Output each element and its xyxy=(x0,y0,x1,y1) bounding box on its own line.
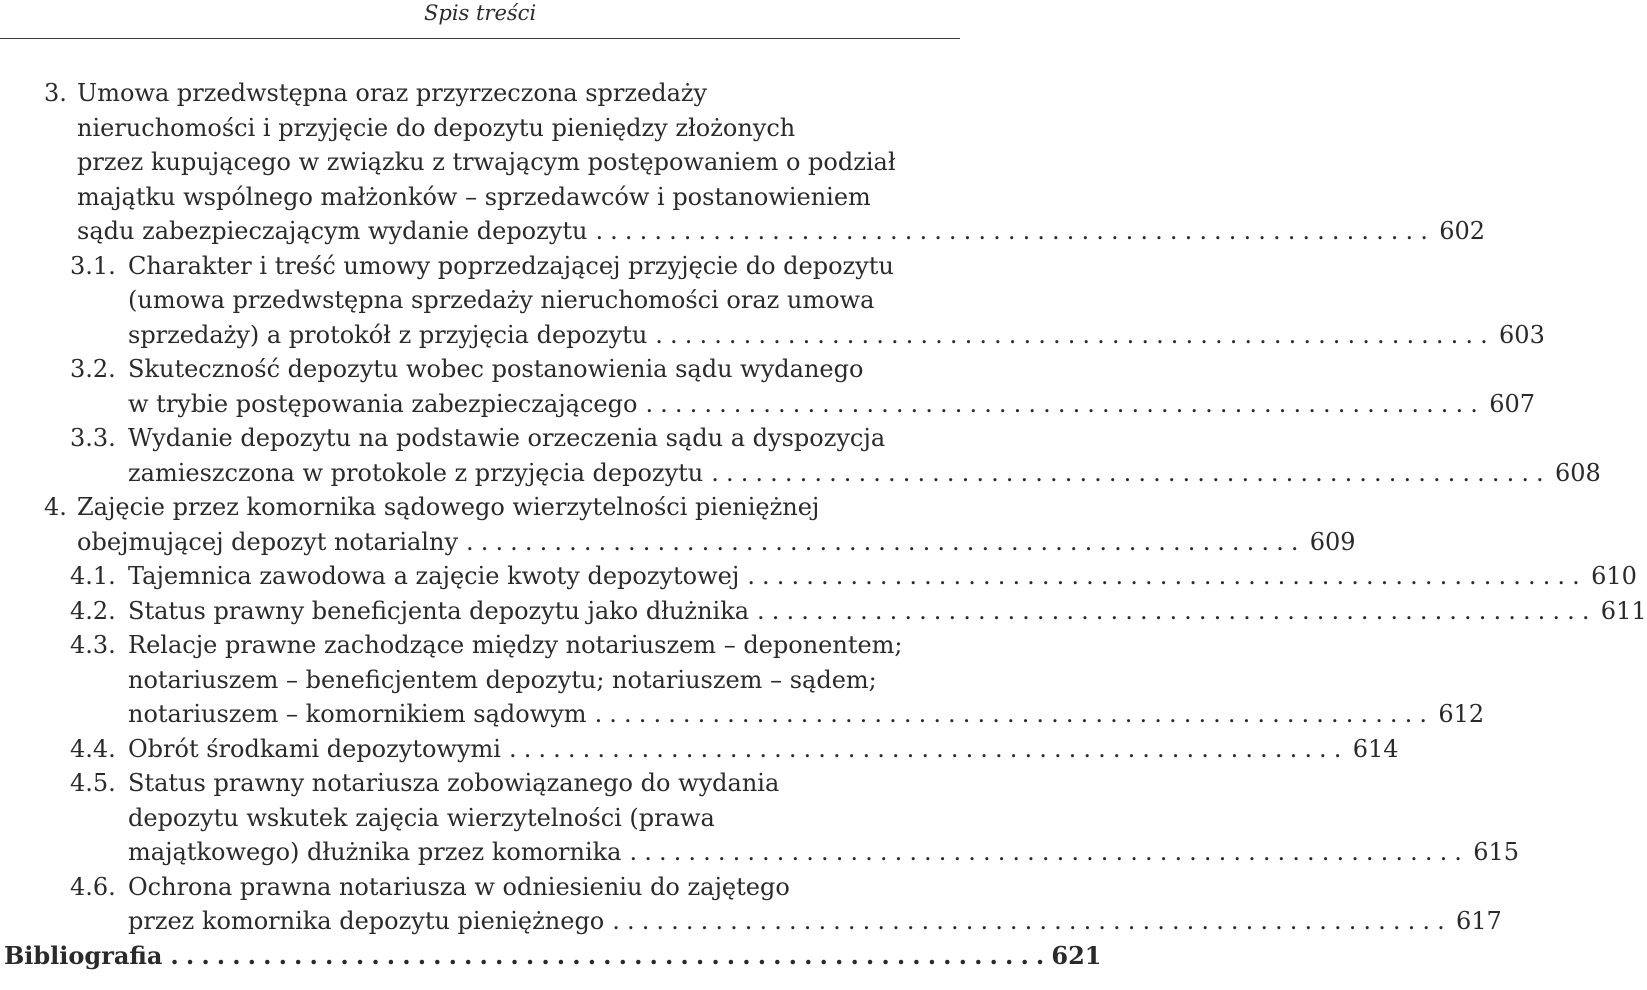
dot-leader: ......................................................... xyxy=(757,596,1597,625)
toc-entry-title: obejmującej depozyt notarialny xyxy=(77,527,458,556)
dot-leader: ......................................................... xyxy=(711,458,1551,487)
toc-entry-title: majątku wspólnego małżonków – sprzedawców i postanowieniem xyxy=(77,182,871,211)
toc-entry-page-number: 621 xyxy=(1051,940,1102,970)
toc-entry-line xyxy=(128,697,1485,732)
toc-entry[interactable] xyxy=(0,939,1102,974)
dot-leader: ......................................................... xyxy=(595,217,1435,245)
toc-entry-line xyxy=(77,180,960,215)
toc-entry-page-number: 615 xyxy=(1473,838,1520,866)
toc-entry-page-number: 608 xyxy=(1554,458,1601,487)
toc-entry-line xyxy=(77,76,960,111)
toc-entry-title: przez kupującego w związku z trwającym postępowaniem o podział xyxy=(77,148,896,176)
toc-entry-number: 3. xyxy=(44,79,67,107)
toc-entry-line xyxy=(128,801,960,836)
toc-entry-number: 4.1. xyxy=(70,562,116,590)
toc-entry-page-number: 610 xyxy=(1591,562,1637,590)
toc-entry-page-number: 617 xyxy=(1456,907,1502,935)
toc-entry-title: w trybie postępowania zabezpieczającego xyxy=(128,389,638,418)
toc-entry[interactable] xyxy=(0,628,1485,732)
dot-leader: ......................................................... xyxy=(594,700,1435,728)
toc-entry[interactable] xyxy=(0,559,1637,594)
toc-entry-title: notariuszem – komornikiem sądowym xyxy=(128,700,587,728)
dot-leader: ......................................................... xyxy=(629,838,1470,866)
toc-entry-page-number: 614 xyxy=(1352,734,1399,763)
toc-entry-line xyxy=(128,283,960,318)
toc-entry-line xyxy=(128,387,1535,422)
dot-leader: ......................................................... xyxy=(612,907,1452,935)
toc-entry-number: 4.3. xyxy=(70,631,116,659)
toc-entry-line xyxy=(77,490,960,525)
toc-entry-line xyxy=(128,559,1637,594)
toc-entry-page-number: 611 xyxy=(1600,596,1647,625)
running-header xyxy=(0,0,960,39)
toc-entry-number: 4.5. xyxy=(70,769,116,797)
toc-entry-title: Status prawny notariusza zobowiązanego do wydania xyxy=(128,769,780,797)
dot-leader: ......................................................... xyxy=(170,940,1052,970)
toc-entry-line xyxy=(128,766,960,801)
toc-entry-title: Wydanie depozytu na podstawie orzeczenia sądu a dyspozycja xyxy=(128,424,886,452)
toc-entry-number: 4.6. xyxy=(70,872,116,901)
toc-entry-title: (umowa przedwstępna sprzedaży nieruchomości oraz umowa xyxy=(128,286,875,314)
toc-entry-title: Bibliografia xyxy=(4,940,163,970)
toc-entry[interactable] xyxy=(0,490,1356,559)
toc-entry-title: przez komornika depozytu pieniężnego xyxy=(128,907,605,935)
toc-entry-title: Charakter i treść umowy poprzedzającej przyjęcie do depozytu xyxy=(128,251,894,280)
toc-entry-page-number: 603 xyxy=(1499,320,1545,349)
toc-entry-number: 4.2. xyxy=(70,596,116,625)
dot-leader: ......................................................... xyxy=(466,527,1306,556)
toc-entry-number: 3.1. xyxy=(70,251,116,280)
toc-entry-title: notariuszem – beneficjentem depozytu; notariuszem – sądem; xyxy=(128,665,877,694)
toc-entry-number: 4. xyxy=(44,493,67,521)
toc-entry-line xyxy=(128,456,1601,491)
toc-entry-title: Relacje prawne zachodzące między notariuszem – deponentem; xyxy=(128,631,903,659)
toc-entry[interactable] xyxy=(0,421,1601,490)
dot-leader: ......................................................... xyxy=(508,734,1349,763)
toc-entry-title: Status prawny beneficjenta depozytu jako dłużnika xyxy=(128,596,750,625)
toc-entry[interactable] xyxy=(0,732,1399,767)
toc-entry[interactable] xyxy=(0,76,1485,249)
toc-entry-title: Obrót środkami depozytowymi xyxy=(128,734,501,763)
toc-entry-title: Umowa przedwstępna oraz przyrzeczona sprzedaży xyxy=(77,79,708,107)
toc-entry-page-number: 602 xyxy=(1439,217,1485,245)
toc-entry-line xyxy=(128,628,960,663)
toc-entry-line xyxy=(77,525,1356,560)
toc-entry-line xyxy=(128,904,1502,939)
toc-entry-title: nieruchomości i przyjęcie do depozytu pieniędzy złożonych xyxy=(77,113,796,142)
toc-entry-title: Skuteczność depozytu wobec postanowienia sądu wydanego xyxy=(128,355,864,383)
toc-entry-line xyxy=(77,214,1485,249)
toc-entry-title: Tajemnica zawodowa a zajęcie kwoty depozytowej xyxy=(128,562,740,590)
toc-entry-page-number: 607 xyxy=(1489,389,1535,418)
toc-entry-number: 3.2. xyxy=(70,355,116,383)
toc-entry-line xyxy=(128,663,960,698)
dot-leader: ......................................................... xyxy=(645,389,1485,418)
toc-entry-title: depozytu wskutek zajęcia wierzytelności (prawa xyxy=(128,803,715,832)
toc-entry[interactable] xyxy=(0,870,1502,939)
toc-entry-line xyxy=(128,835,1520,870)
dot-leader: ......................................................... xyxy=(655,320,1495,349)
toc-entry-page-number: 609 xyxy=(1309,527,1356,556)
toc-entry-title: majątkowego) dłużnika przez komornika xyxy=(128,838,622,866)
toc-entry-line xyxy=(128,732,1399,767)
toc-entry-number: 4.4. xyxy=(70,734,116,763)
table-of-contents xyxy=(0,76,1647,973)
toc-entry-title: sprzedaży) a protokół z przyjęcia depozytu xyxy=(128,320,648,349)
toc-entry[interactable] xyxy=(0,594,1647,629)
toc-entry-number: 3.3. xyxy=(70,424,116,452)
toc-entry-line xyxy=(128,870,960,905)
toc-entry-line xyxy=(128,421,960,456)
toc-entry-title: Zajęcie przez komornika sądowego wierzytelności pieniężnej xyxy=(77,493,820,521)
toc-entry-title: Ochrona prawna notariusza w odniesieniu do zajętego xyxy=(128,872,790,901)
toc-entry-title: sądu zabezpieczającym wydanie depozytu xyxy=(77,217,588,245)
header-title: Spis treści xyxy=(424,1,537,25)
toc-entry-line xyxy=(77,111,960,146)
toc-entry-page-number: 612 xyxy=(1438,700,1485,728)
dot-leader: ......................................................... xyxy=(747,562,1587,590)
toc-entry-line xyxy=(4,939,1102,974)
toc-entry-line xyxy=(128,249,960,284)
toc-entry-line xyxy=(128,352,960,387)
toc-entry[interactable] xyxy=(0,249,1545,353)
toc-entry-line xyxy=(128,594,1647,629)
toc-entry-title: zamieszczona w protokole z przyjęcia depozytu xyxy=(128,458,704,487)
toc-entry-line xyxy=(128,318,1545,353)
toc-entry[interactable] xyxy=(0,766,1520,870)
toc-entry-line xyxy=(77,145,960,180)
toc-entry[interactable] xyxy=(0,352,1535,421)
